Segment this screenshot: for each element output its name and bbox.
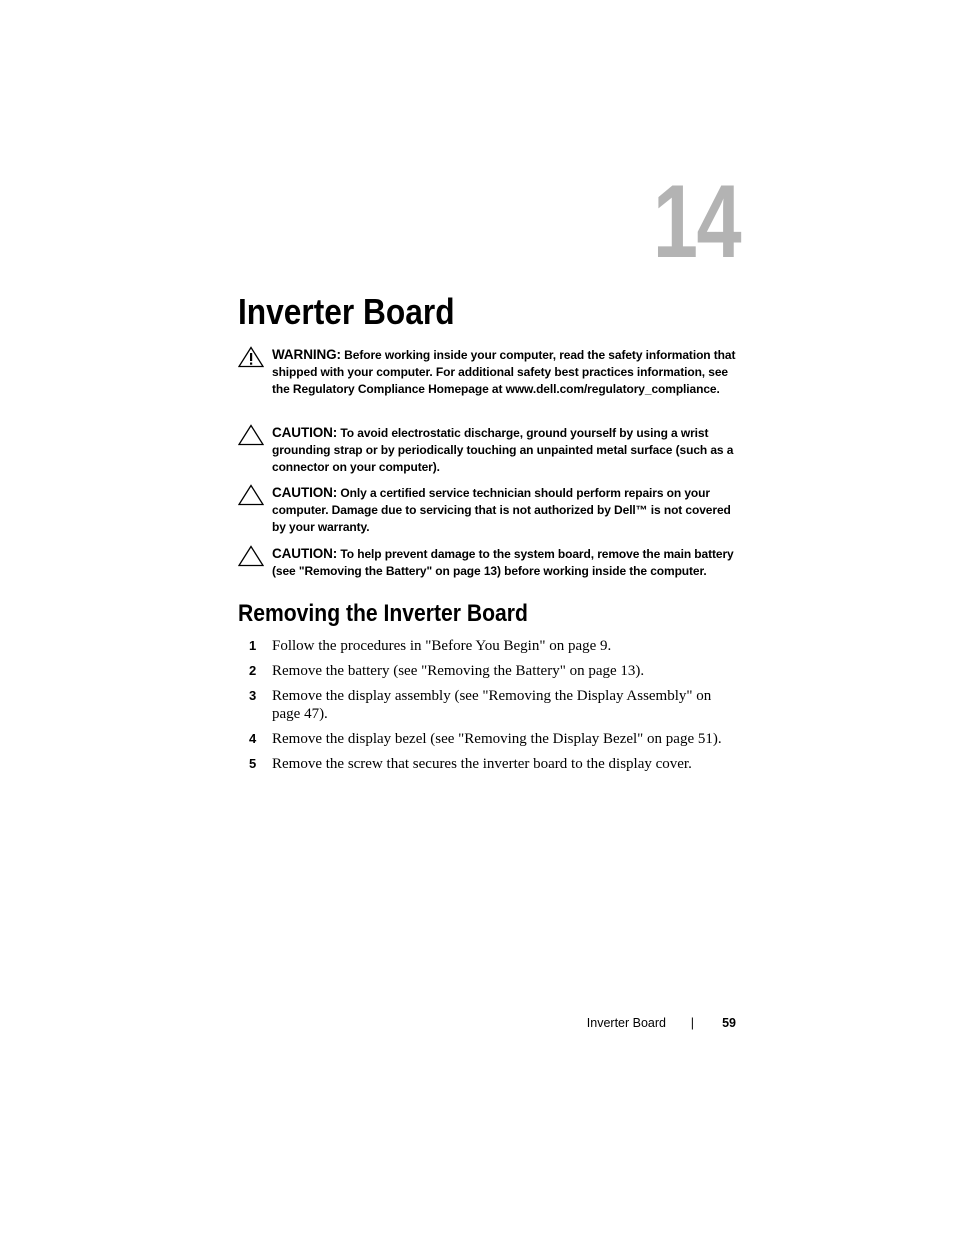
warning-text [272,346,738,398]
section-title: Removing the Inverter Board [238,600,528,627]
page-number: 59 [722,1016,736,1030]
page-footer [560,1016,736,1036]
caution-text [272,424,738,476]
step-number: 4 [249,731,257,746]
caution-notice [238,424,738,476]
step-item [238,637,738,655]
footer-separator: | [690,1016,694,1030]
caution-label: CAUTION: [272,485,338,500]
warning-triangle-icon [238,346,264,368]
caution-triangle-icon [238,484,264,506]
caution-text [272,545,738,580]
step-text: Remove the screw that secures the inverter board to the display cover. [272,756,692,772]
footer-title: Inverter Board [586,1016,666,1030]
step-item [238,662,738,680]
caution-label: CAUTION: [272,425,338,440]
step-number: 5 [249,756,257,771]
caution-label: CAUTION: [272,546,338,561]
warning-body: Before working inside your computer, read the safety information that shipped with your computer. For additional safety best practices information, see the Regulatory Compliance Homepage at www.dell.com/regulatory_compliance. [272,348,736,396]
step-item [238,730,738,748]
step-item [238,687,738,723]
step-text: Remove the display bezel (see "Removing the Display Bezel" on page 51). [272,731,722,747]
caution-triangle-icon [238,424,264,446]
warning-label: WARNING: [272,347,341,362]
chapter-number: 14 [652,164,740,280]
caution-text [272,484,738,536]
caution-body: To avoid electrostatic discharge, ground yourself by using a wrist grounding strap or by periodically touching an unpainted metal surface (such as a connector on your computer). [272,426,734,474]
step-text: Remove the battery (see "Removing the Battery" on page 13). [272,663,645,679]
chapter-title: Inverter Board [238,291,455,332]
caution-body: Only a certified service technician should perform repairs on your computer. Damage due to servicing that is not authorized by Dell™ is not covered by your warranty. [272,486,731,534]
warning-notice [238,346,738,398]
procedure-steps [238,637,738,780]
step-number: 3 [249,688,257,703]
step-text: Follow the procedures in "Before You Begin" on page 9. [272,638,612,654]
caution-notice [238,545,738,580]
step-text: Remove the display assembly (see "Removing the Display Assembly" on page 47). [272,688,712,722]
caution-triangle-icon [238,545,264,567]
caution-body: To help prevent damage to the system board, remove the main battery (see "Removing the Battery" on page 13) before working inside the computer. [272,547,734,578]
step-number: 2 [249,663,257,678]
step-item [238,755,738,773]
caution-notice [238,484,738,536]
step-number: 1 [249,638,257,653]
